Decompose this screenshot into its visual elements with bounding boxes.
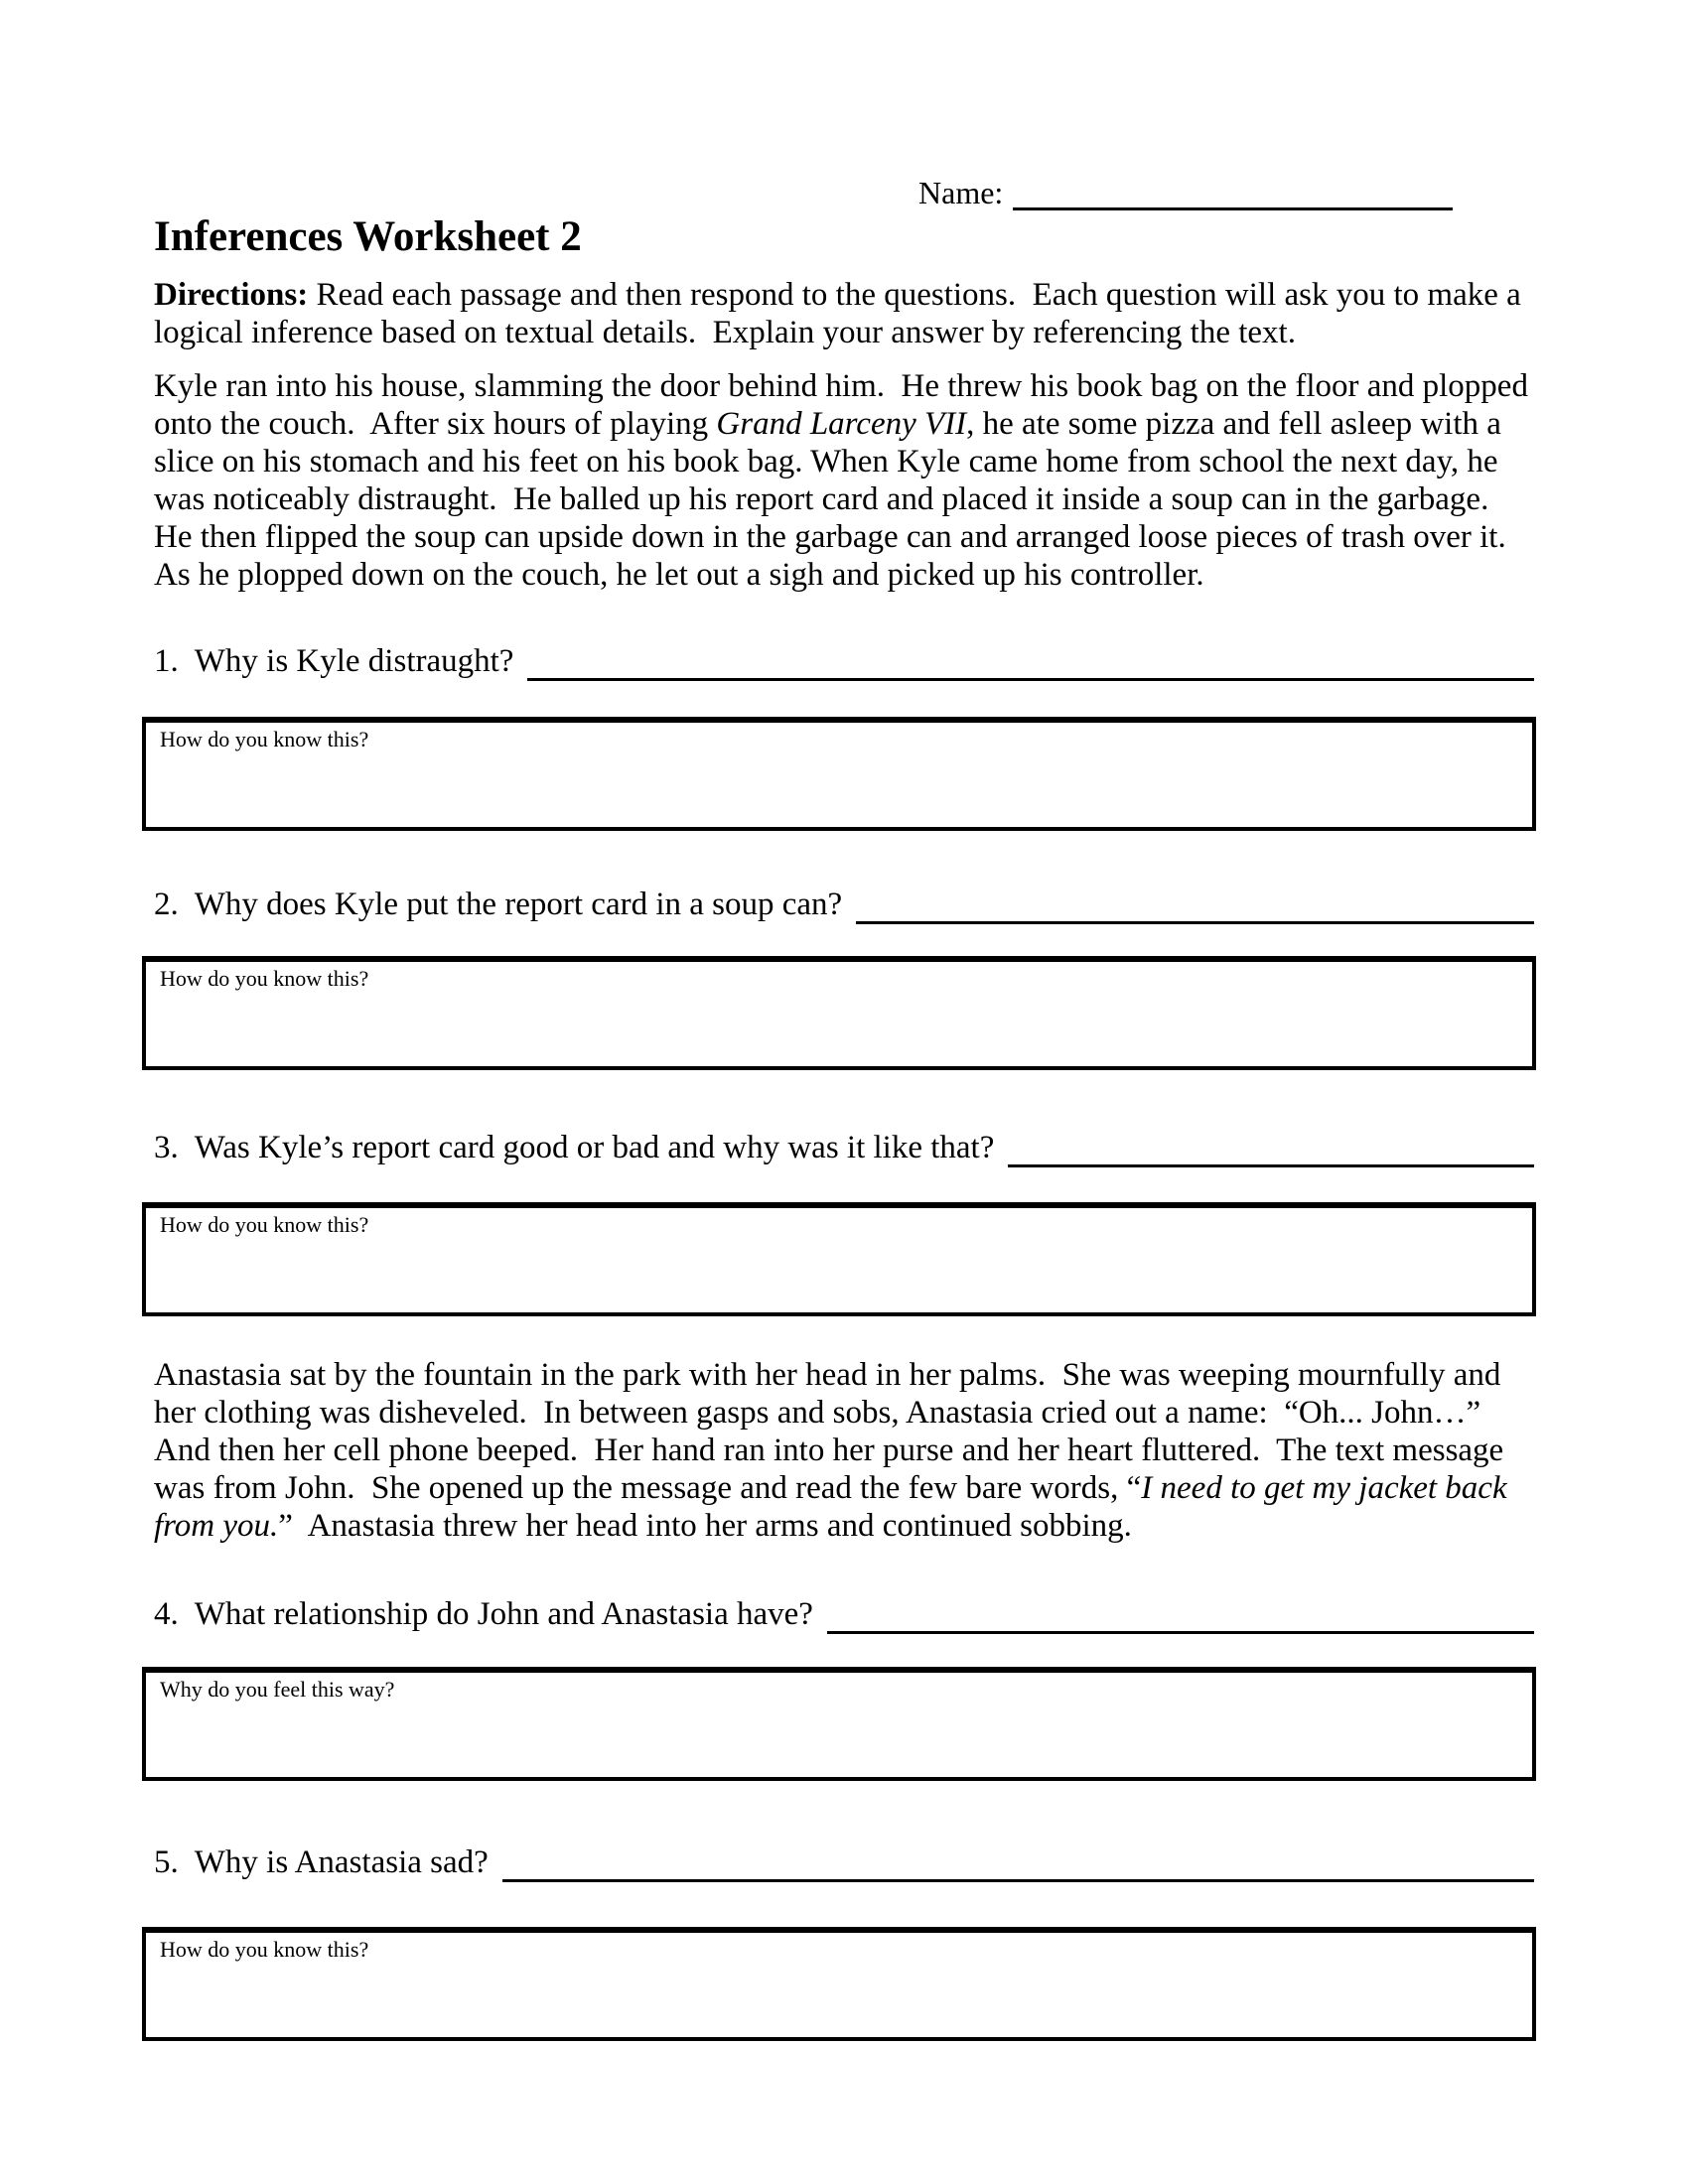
question-4-number: 4. bbox=[154, 1596, 179, 1632]
question-2-number: 2. bbox=[154, 887, 179, 922]
question-5-text: Why is Anastasia sad? bbox=[194, 1844, 489, 1880]
question-5-answer-box[interactable] bbox=[142, 1927, 1536, 2041]
name-blank-line[interactable] bbox=[1013, 178, 1453, 210]
question-1-answer-line[interactable] bbox=[527, 646, 1534, 681]
question-4-answer-box[interactable] bbox=[142, 1667, 1536, 1781]
question-2-text: Why does Kyle put the report card in a soup can? bbox=[194, 887, 843, 922]
question-3-answer-line[interactable] bbox=[1008, 1133, 1534, 1167]
question-2 bbox=[154, 885, 1534, 924]
question-1-text: Why is Kyle distraught? bbox=[194, 643, 514, 679]
name-row bbox=[918, 175, 1534, 210]
question-4-answer-line[interactable] bbox=[827, 1599, 1534, 1634]
passage-kyle: Kyle ran into his house, slamming the door behind him. He threw his book bag on the floor and plopped onto the couch. After six hours of playing Grand Larceny VII, he ate some pizza and fell asleep with a slice on his stomach and his feet on his book bag. When Kyle came home from school the next day, he was noticeably distraught. He balled up his report card and placed it inside a soup can in the garbage. He then flipped the soup can upside down in the garbage can and arranged loose pieces of trash over it. As he plopped down on the couch, he let out a sigh and picked up his controller. bbox=[154, 368, 1537, 593]
page-title: Inferences Worksheet 2 bbox=[154, 213, 582, 260]
question-4-box-label: Why do you feel this way? bbox=[160, 1677, 395, 1702]
question-3-box-label: How do you know this? bbox=[160, 1212, 369, 1237]
question-1-box-label: How do you know this? bbox=[160, 727, 369, 751]
question-5-answer-line[interactable] bbox=[502, 1847, 1534, 1882]
question-2-answer-box[interactable] bbox=[142, 956, 1536, 1070]
question-1 bbox=[154, 641, 1534, 681]
directions bbox=[154, 276, 1534, 351]
question-2-answer-line[interactable] bbox=[856, 889, 1534, 924]
directions-label: Directions: bbox=[154, 277, 309, 313]
question-4 bbox=[154, 1594, 1534, 1634]
question-3 bbox=[154, 1128, 1534, 1167]
question-5 bbox=[154, 1843, 1534, 1882]
question-2-box-label: How do you know this? bbox=[160, 966, 369, 991]
question-3-text: Was Kyle’s report card good or bad and why was it like that? bbox=[194, 1130, 995, 1165]
question-1-answer-box[interactable] bbox=[142, 717, 1536, 831]
question-1-number: 1. bbox=[154, 643, 179, 679]
name-label: Name: bbox=[918, 175, 1004, 210]
question-3-answer-box[interactable] bbox=[142, 1202, 1536, 1316]
passage-anastasia: Anastasia sat by the fountain in the park with her head in her palms. She was weeping mournfully and her clothing was disheveled. In between gasps and sobs, Anastasia cried out a name: “Oh... John…” And then her cell phone beeped. Her hand ran into her purse and her heart fluttered. The text message was from John. She opened up the message and read the few bare words, “I need to get my jacket back from you.” Anastasia threw her head into her arms and continued sobbing. bbox=[154, 1357, 1515, 1544]
question-3-number: 3. bbox=[154, 1130, 179, 1165]
question-5-box-label: How do you know this? bbox=[160, 1937, 369, 1962]
question-5-number: 5. bbox=[154, 1844, 179, 1880]
question-4-text: What relationship do John and Anastasia have? bbox=[194, 1596, 813, 1632]
directions-text: Read each passage and then respond to the questions. Each question will ask you to make a logical inference based on textual details. Explain your answer by referencing the text. bbox=[154, 277, 1530, 350]
